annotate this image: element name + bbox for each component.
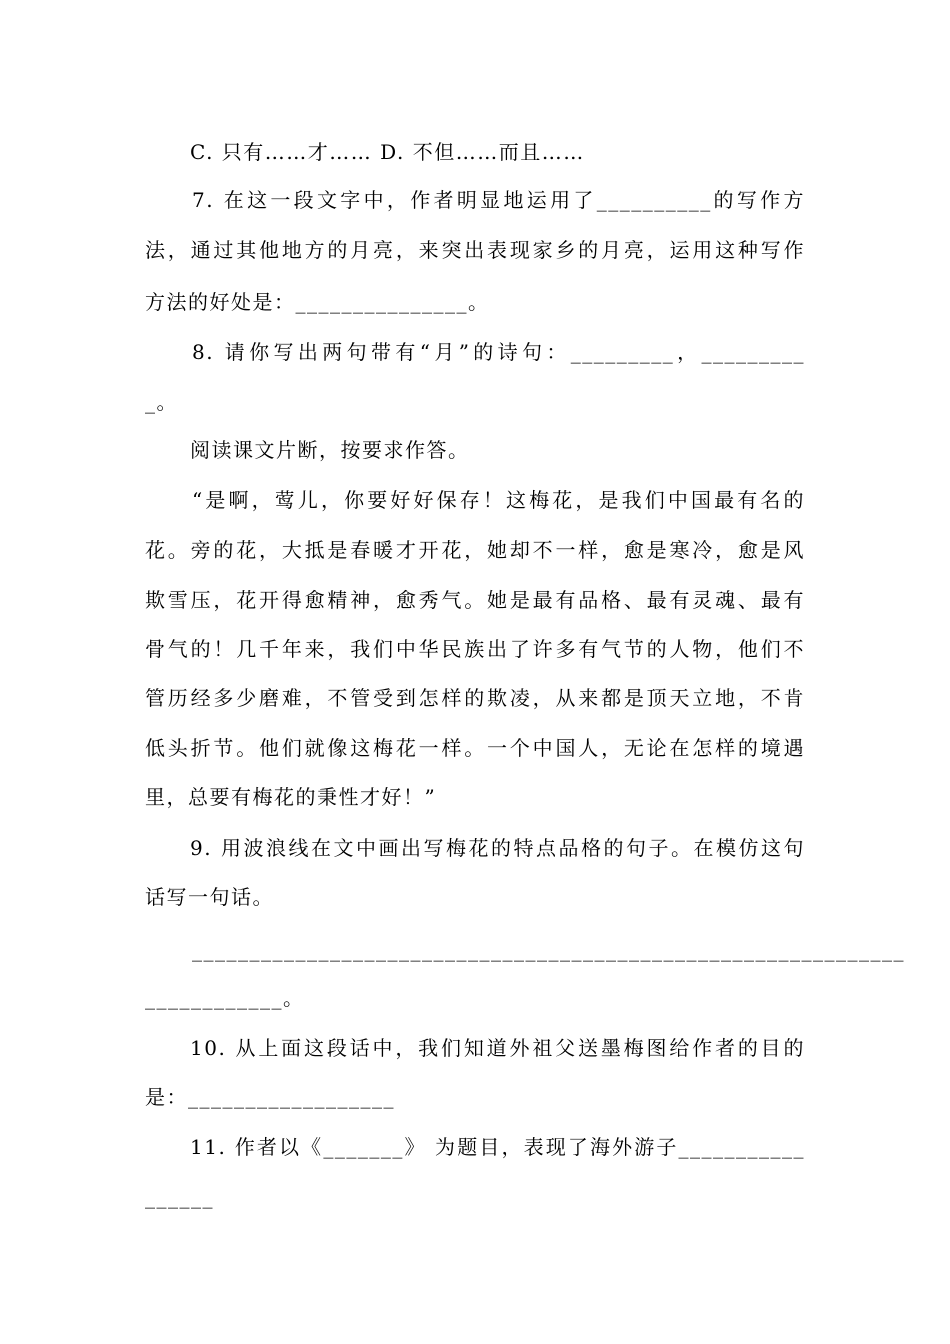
passage-line-2: 花。旁的花，大抵是春暖才开花，她却不一样，愈是寒冷，愈是风 [145, 538, 805, 562]
question-10-line-2: 是：__________________ [145, 1085, 395, 1109]
passage-line-7: 里，总要有梅花的秉性才好！” [145, 785, 437, 809]
passage-line-6: 低头折节。他们就像这梅花一样。一个中国人，无论在怎样的境遇 [145, 736, 805, 760]
question-9-line-1: 9. 用波浪线在文中画出写梅花的特点品格的句子。在模仿这句 [190, 836, 805, 860]
passage-line-5: 管历经多少磨难，不管受到怎样的欺凌，从来都是顶天立地，不肯 [145, 686, 805, 710]
question-7-line-1: 7. 在这一段文字中，作者明显地运用了__________的写作方 [192, 188, 805, 212]
question-8-line-1: 8. 请你写出两句带有“月”的诗句：_________，_________ [192, 340, 805, 364]
question-8-line-2: _。 [145, 390, 178, 414]
answer-blank-line-1: ______________________________________________________________ [192, 938, 905, 962]
question-7-line-3: 方法的好处是：_______________。 [145, 290, 490, 314]
reading-instruction: 阅读课文片断，按要求作答。 [190, 438, 470, 462]
answer-blank-line-2: ____________。 [145, 986, 305, 1010]
option-c-d: C. 只有……才…… D. 不但……而且…… [190, 140, 585, 164]
question-11-line-1: 11. 作者以《_______》 为题目，表现了海外游子___________ [190, 1135, 805, 1159]
question-9-line-2: 话写一句话。 [145, 885, 274, 909]
question-7-line-2: 法，通过其他地方的月亮，来突出表现家乡的月亮，运用这种写作 [145, 238, 805, 262]
passage-line-1: “是啊，莺儿，你要好好保存！这梅花，是我们中国最有名的 [192, 488, 805, 512]
passage-line-3: 欺雪压，花开得愈精神，愈秀气。她是最有品格、最有灵魂、最有 [145, 588, 805, 612]
question-11-line-2: ______ [145, 1185, 214, 1209]
passage-line-4: 骨气的！几千年来，我们中华民族出了许多有气节的人物，他们不 [145, 637, 805, 661]
question-10-line-1: 10. 从上面这段话中，我们知道外祖父送墨梅图给作者的目的 [190, 1036, 805, 1060]
